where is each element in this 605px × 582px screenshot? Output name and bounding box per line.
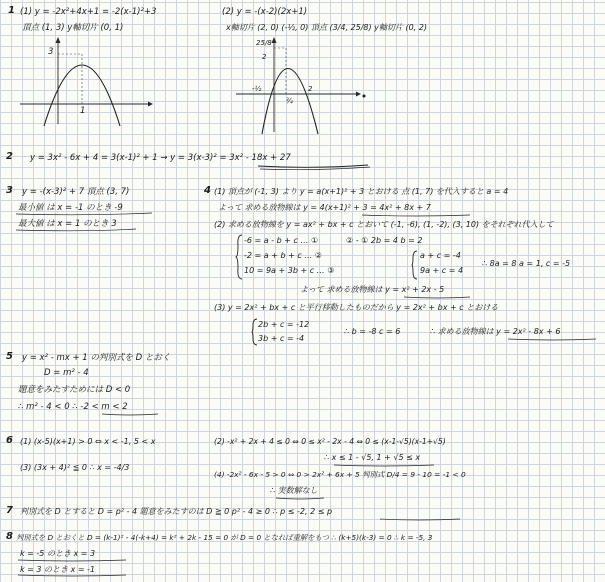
problem-2-work: y = 3x² - 6x + 4 = 3(x-1)² + 1 → y = 3(x-3)² = 3x² - 18x + 27 (30, 153, 291, 163)
problem-6-number: 6 (6, 435, 13, 446)
problem-8-underlines (18, 559, 128, 577)
problem-4-1-setup: (1) 頂点が (-1, 3) より y = a(x+1)² + 3 とおける 点 (1, 7) を代入すると a = 4 (214, 187, 509, 196)
problem-4-number: 4 (204, 185, 211, 196)
problem-2-answer-underline (258, 164, 370, 170)
problem-3-underlines (16, 213, 156, 235)
problem-6-3: (3) (3x + 4)² ≦ 0 ∴ x = -4/3 (20, 463, 130, 472)
problem-3-min: 最小値 は x = -1 のとき -9 (18, 203, 123, 213)
problem-4-2-system-2: 9a + c = 4 (420, 266, 464, 275)
graph-1-2-label-2-xaxis: 2 (308, 85, 313, 93)
problem-5-answer-underline (102, 413, 160, 417)
problem-5-line-4: ∴ m² - 4 < 0 ∴ -2 < m < 2 (18, 402, 128, 412)
problem-4-2-brace (236, 234, 244, 280)
problem-3-number: 3 (6, 185, 13, 196)
problem-3-equation: y = -(x-3)² + 7 頂点 (3, 7) (22, 187, 130, 197)
graph-1-2-label-2: 2 (262, 53, 267, 61)
problem-5-line-2: D = m² - 4 (44, 368, 89, 378)
problem-6-4-answer: ∴ 実数解なし (270, 486, 318, 495)
problem-4-1-answer: よって 求める放物線は y = 4(x+1)² + 3 = 4x² + 8x + 7 (218, 203, 431, 212)
problem-5-line-1: y = x² - mx + 1 の判別式を D とおく (22, 353, 171, 363)
problem-8-case-1: k = -5 のとき x = 3 (20, 549, 96, 558)
problem-1-1-vertex: 頂点 (1, 3) y軸切片 (0, 1) (22, 23, 124, 33)
problem-4-3-answer: ∴ 求める放物線は y = 2x² - 8x + 6 (430, 327, 561, 336)
problem-4-2-underline (404, 296, 472, 300)
problem-4-2-eq3: 10 = 9a + 3b + c … ③ (244, 266, 335, 275)
problem-5-line-3: 題意をみたすためには D < 0 (18, 385, 131, 395)
problem-4-3-setup: (3) y = 2x² + bx + c と平行移動したものだから y = 2x² + bx + c とおける (214, 303, 499, 312)
problem-7-number: 7 (6, 505, 13, 516)
problem-1-1-equation: (1) y = -2x²+4x+1 = -2(x-1)²+3 (20, 7, 157, 17)
problem-4-2-subtract: ② - ① 2b = 4 b = 2 (346, 236, 423, 245)
graph-1-1-label-1: 1 (80, 106, 86, 116)
problem-4-2-brace-2 (412, 250, 418, 280)
problem-4-2-answer: よって 求める放物線は y = x² + 2x - 5 (300, 285, 445, 294)
problem-1-2-equation: (2) y = -(x-2)(2x+1) (222, 7, 308, 17)
problem-2-number: 2 (6, 151, 13, 162)
problem-4-2-setup: (2) 求める放物線を y = ax² + bx + c とおいて (-1, -6), (1, -2), (3, 10) をそれぞれ代入して (214, 220, 554, 229)
problem-6-4-underline (276, 497, 326, 501)
problem-6-2-answer: ∴ x ≤ 1 - √5, 1 + √5 ≤ x (324, 453, 421, 462)
problem-3-max: 最大値 は x = 1 のとき 3 (18, 219, 117, 229)
problem-4-1-underline (362, 214, 472, 218)
problem-4-3-eq1: 2b + c = -12 (258, 320, 310, 329)
problem-6-1: (1) (x-5)(x+1) > 0 ⇔ x < -1, 5 < x (20, 437, 156, 446)
problem-8-case-2: k = 3 のとき x = -1 (20, 565, 96, 574)
problem-7-work: 判別式を D とすると D = p² - 4 題意をみたすのは D ≧ 0 p² - 4 ≥ 0 ∴ p ≤ -2, 2 ≤ p (20, 507, 333, 516)
graph-1-2-label-25-8: 25/8 (256, 39, 272, 47)
problem-4-2-solution: ∴ 8a = 8 a = 1, c = -5 (482, 259, 571, 268)
problem-8-number: 8 (6, 531, 13, 542)
graph-1-1 (20, 34, 170, 126)
problem-6-2: (2) -x² + 2x + 4 ≤ 0 ⇔ 0 ≤ x² - 2x - 4 ⇔ 0 ≤ (x-1-√5)(x-1+√5) (214, 437, 446, 446)
problem-1-number: 1 (8, 5, 15, 16)
problem-4-3-eq2: 3b + c = -4 (258, 334, 305, 343)
problem-6-4: (4) -2x² - 6x - 5 > 0 ⇔ 0 > 2x² + 6x + 5 判別式 D/4 = 9 - 10 = -1 < 0 (214, 470, 466, 479)
problem-8-work: 判別式を D とおくと D = (k-1)² - 4(-k+4) = k² + 2k - 15 = 0 が D = 0 となれば重解をもつ ∴ (k+5)(k-3) = 0 ∴ k = -5, 3 (16, 533, 433, 542)
problem-7-underline (380, 518, 462, 522)
problem-4-2-system-1: a + c = -4 (420, 251, 461, 260)
graph-1-2-label-neg-half: -½ (252, 85, 262, 93)
problem-4-2-eq2: -2 = a + b + c … ② (244, 251, 322, 260)
problem-4-3-underline (508, 338, 598, 342)
problem-4-2-eq1: -6 = a - b + c … ① (244, 236, 319, 245)
graph-1-2-label-3-4: ¾ (286, 97, 293, 105)
problem-5-number: 5 (6, 351, 13, 362)
problem-1-2-intercepts: x軸切片 (2, 0) (-½, 0) 頂点 (3/4, 25/8) y軸切片 (0, 2) (226, 23, 427, 32)
problem-4-3-solution: ∴ b = -8 c = 6 (344, 327, 401, 336)
problem-6-2-underline (334, 464, 436, 468)
graph-1-1-label-3: 3 (48, 47, 54, 57)
